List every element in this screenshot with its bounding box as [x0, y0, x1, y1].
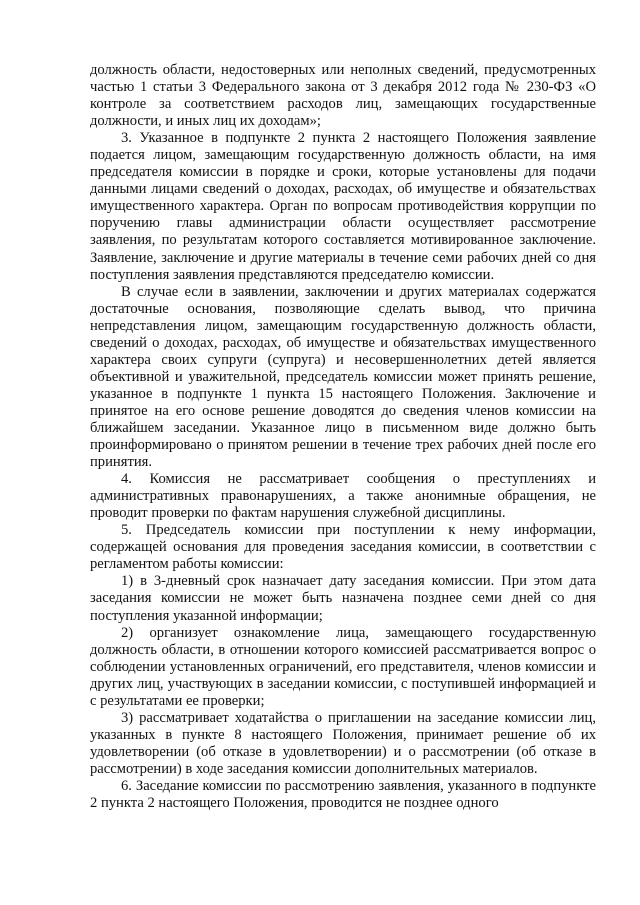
paragraph-continuation: должность области, недостоверных или неполных сведений, предусмотренных частью 1 статьи 3 Федерального закона от 3 декабря 2012 года № 230-ФЗ «О контроле за соответствием расходов лиц, замещающих государственные должности, и иных лиц их доходам»; — [90, 62, 596, 130]
paragraph-item-6: 6. Заседание комиссии по рассмотрению заявления, указанного в подпункте 2 пункта 2 настоящего Положения, проводится не позднее одного — [90, 777, 596, 812]
paragraph-item-3: 3. Указанное в подпункте 2 пункта 2 настоящего Положения заявление подается лицом, замещающим государственную должность области, на имя председателя комиссии в порядке и сроки, которые установлены для подачи данными лицами сведений о доходах, расходах, об имуществе и обязательствах имущественного характера. Орган по вопросам противодействия коррупции по поручению главы администрации области осуществляет рассмотрение заявления, по результатам которого составляется мотивированное заключение. Заявление, заключение и другие материалы в течение семи рабочих дней со дня поступления заявления представляются председателю комиссии. — [90, 130, 596, 283]
document-body — [90, 62, 596, 812]
paragraph-item-4: 4. Комиссия не рассматривает сообщения о преступлениях и административных правонарушениях, а также анонимные обращения, не проводит проверки по фактам нарушения служебной дисциплины. — [90, 471, 596, 522]
paragraph-item-5: 5. Председатель комиссии при поступлении к нему информации, содержащей основания для проведения заседания комиссии, в соответствии с регламентом работы комиссии: — [90, 522, 596, 573]
paragraph-item-5-sub-1: 1) в 3-дневный срок назначает дату заседания комиссии. При этом дата заседания комиссии не может быть назначена позднее семи дней со дня поступления указанной информации; — [90, 573, 596, 624]
paragraph-item-5-sub-2: 2) организует ознакомление лица, замещающего государственную должность области, в отношении которого комиссией рассматривается вопрос о соблюдении установленных ограничений, его представителя, членов комиссии и других лиц, участвующих в заседании комиссии, с поступившей информацией и с результатами ее проверки; — [90, 624, 596, 709]
paragraph-item-5-sub-3: 3) рассматривает ходатайства о приглашении на заседание комиссии лиц, указанных в пункте 8 настоящего Положения, принимает решение об их удовлетворении (об отказе в удовлетворении) и о рассмотрении (об отказе в рассмотрении) в ходе заседания комиссии дополнительных материалов. — [90, 709, 596, 777]
paragraph-item-3-case: В случае если в заявлении, заключении и других материалах содержатся достаточные основания, позволяющие сделать вывод, что причина непредставления лицом, замещающим государственную должность области, сведений о доходах, расходах, об имуществе и обязательствах имущественного характера своих супруги (супруга) и несовершеннолетних детей является объективной и уважительной, председатель комиссии может принять решение, указанное в подпункте 1 пункта 15 настоящего Положения. Заключение и принятое на его основе решение доводятся до сведения членов комиссии на ближайшем заседании. Указанное лицо в письменном виде должно быть проинформировано о принятом решении в течение трех рабочих дней после его принятия. — [90, 283, 596, 471]
